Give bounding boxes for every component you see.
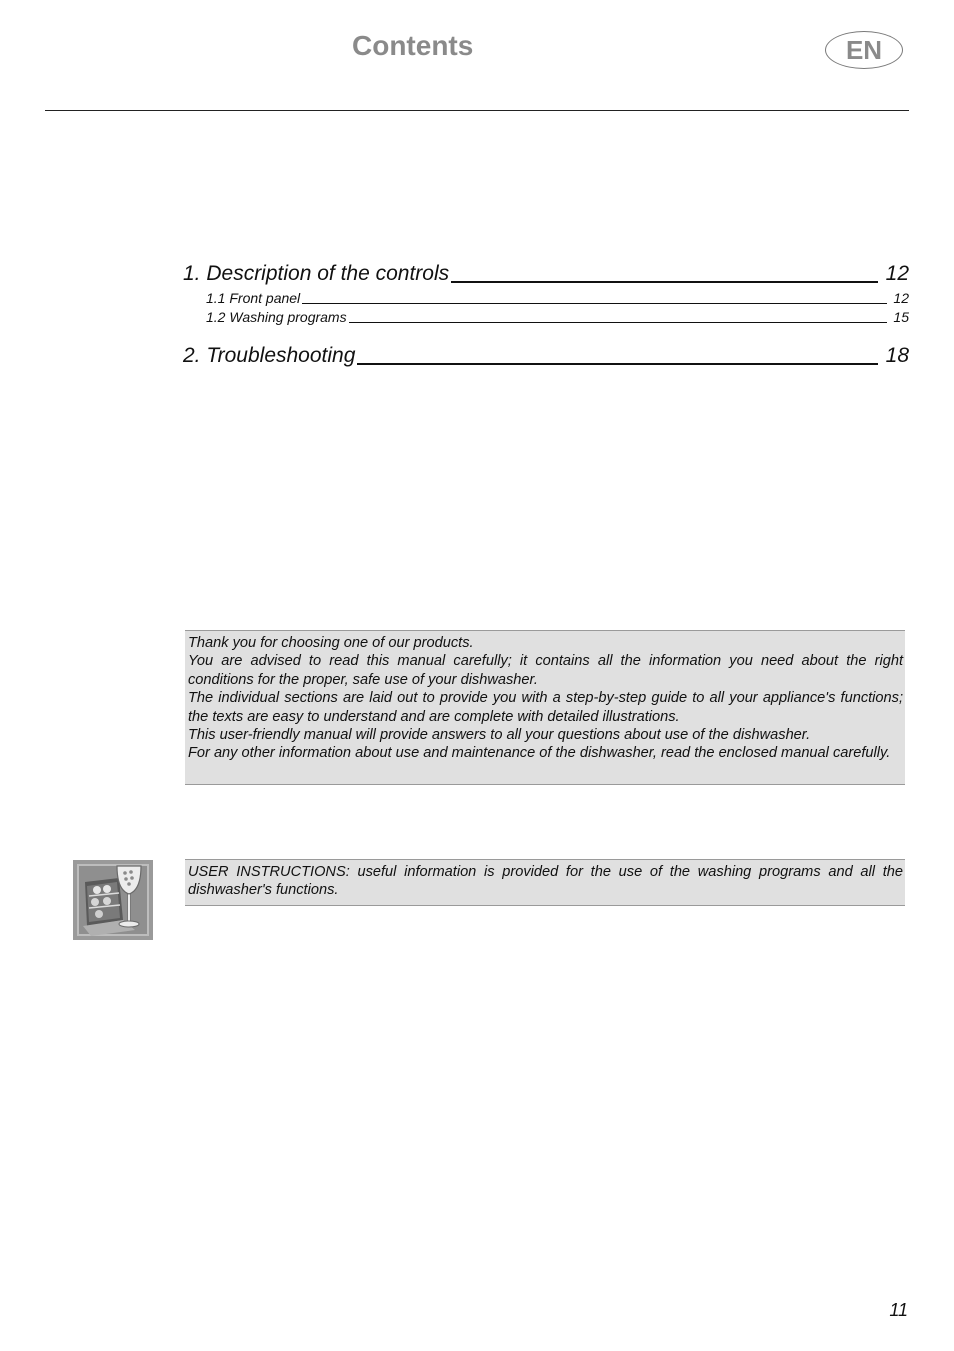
toc-subentry-washing-programs[interactable] [206, 309, 909, 325]
toc-leader-line [302, 303, 887, 304]
intro-note-line: The individual sections are laid out to provide you with a step-by-step guide to all your appliance's functions; the texts are easy to understand and are complete with detailed illustrations. [188, 690, 903, 725]
user-instructions-box [185, 859, 905, 906]
toc-entry-label: 2. Troubleshooting [183, 344, 356, 367]
intro-note-line: This user-friendly manual will provide answers to all your questions about use of the dishwasher. [188, 727, 811, 744]
toc-subentry-page: 15 [893, 309, 909, 325]
intro-note-box [185, 630, 905, 785]
language-badge: EN [825, 31, 903, 69]
toc-entry-page: 18 [885, 344, 909, 367]
header-divider [45, 110, 909, 111]
toc-subentry-label: 1.2 Washing programs [206, 309, 347, 325]
toc-entry-page: 12 [885, 262, 909, 285]
toc-subentry-label: 1.1 Front panel [206, 290, 301, 306]
toc-leader-line [357, 363, 877, 365]
toc-entry-label: 1. Description of the controls [183, 262, 450, 285]
page-title: Contents [352, 30, 474, 61]
toc-entry-description-of-controls[interactable] [183, 262, 909, 286]
intro-note-line: You are advised to read this manual carefully; it contains all the information you need about the right conditions for the proper, safe use of your dishwasher. [188, 653, 903, 688]
intro-note-line: Thank you for choosing one of our products. [188, 635, 474, 651]
intro-note-line: For any other information about use and maintenance of the dishwasher, read the enclosed manual carefully. [188, 745, 891, 762]
toc-leader-line [349, 322, 888, 323]
page-number: 11 [889, 1300, 908, 1320]
toc-subentry-page: 12 [893, 290, 909, 306]
user-instructions-text: USER INSTRUCTIONS: useful information is provided for the use of the washing programs and all the dishwasher's functions. [188, 864, 903, 899]
dishwasher-glass-icon [73, 860, 153, 940]
toc-entry-troubleshooting[interactable] [183, 344, 909, 368]
toc-leader-line [451, 281, 878, 283]
toc-subentry-front-panel[interactable] [206, 290, 909, 306]
